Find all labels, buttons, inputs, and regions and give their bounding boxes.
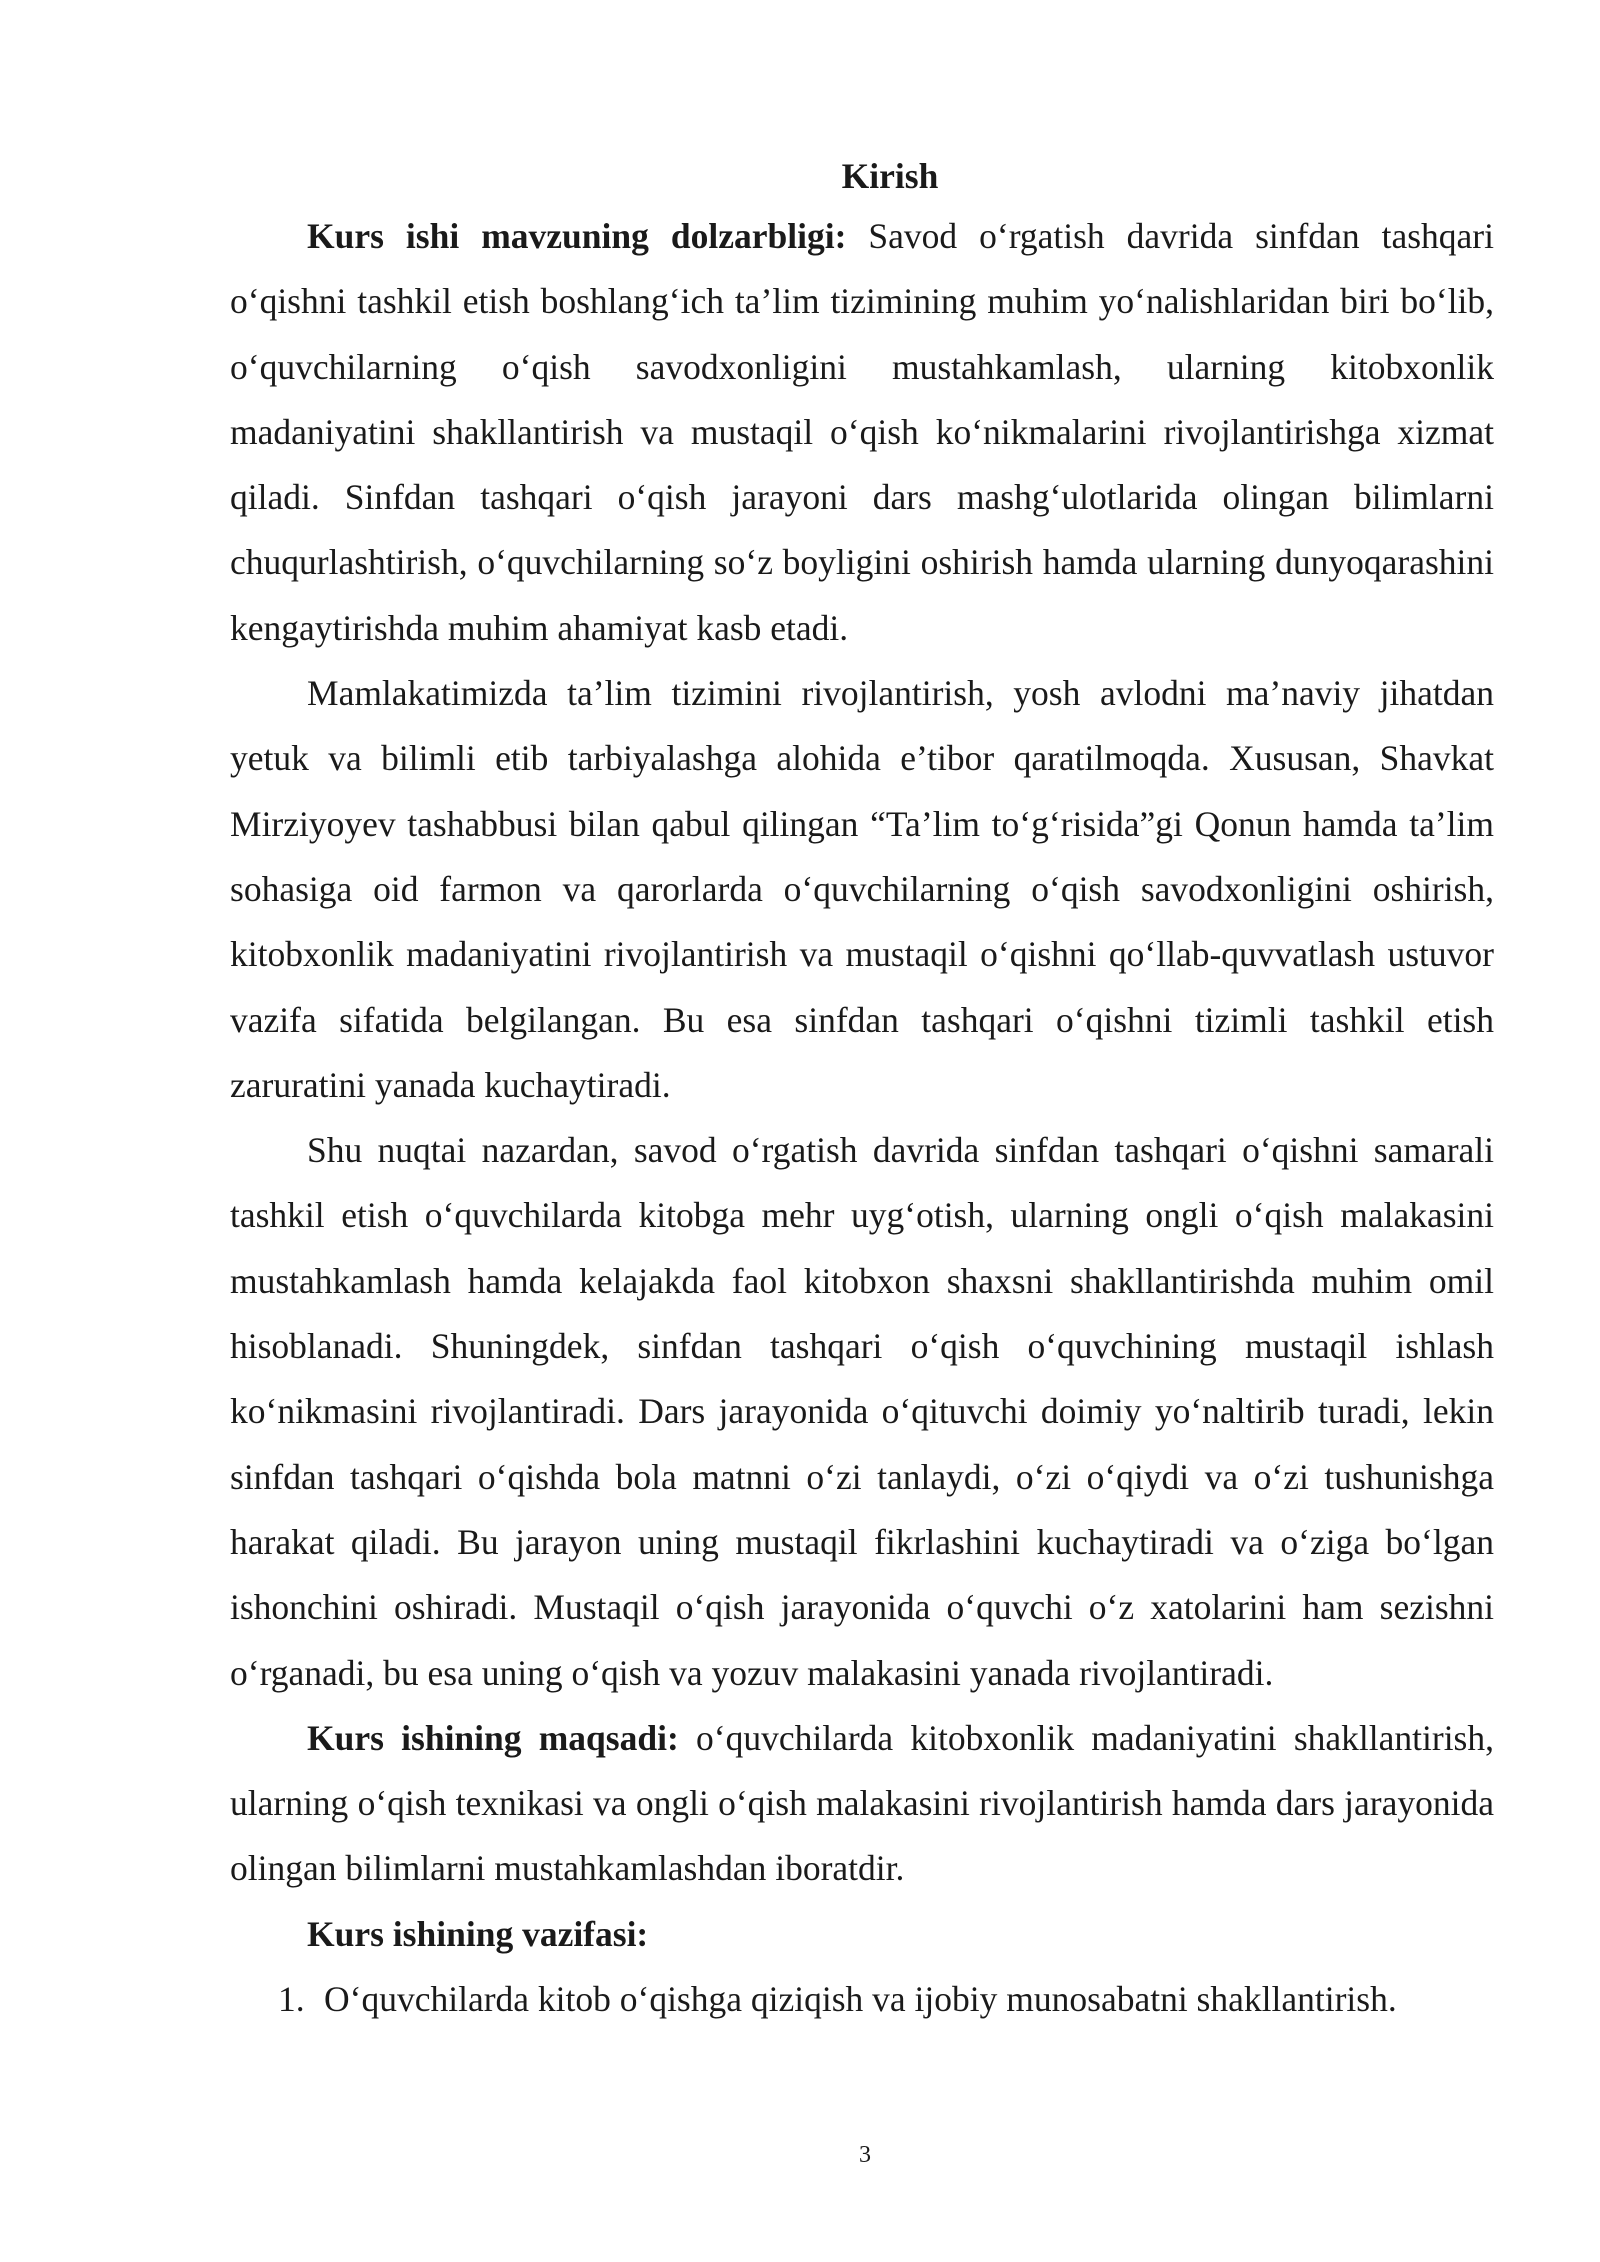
tasks-heading-paragraph bbox=[230, 1902, 1494, 1967]
page-title: Kirish bbox=[841, 156, 939, 196]
goal-heading: Kurs ishining maqsadi: bbox=[307, 1717, 679, 1758]
relevance-heading: Kurs ishi mavzuning dolzarbligi: bbox=[307, 216, 847, 256]
independent-reading-paragraph: Shu nuqtai nazardan, savod o‘rgatish davrida sinfdan tashqari o‘qishni samarali tashkil etish o‘quvchilarda kitobga mehr uyg‘otish, ularning ongli o‘qish malakasini mustahkamlash hamda kelajakda faol kitobxon shaxsni shakllantirishda muhim omil hisoblanadi. Shuningdek, sinfdan tashqari o‘qish o‘quvchining mustaqil ishlash ko‘nikmasini rivojlantiradi. Dars jarayonida o‘qituvchi doimiy yo‘naltirib turadi, lekin sinfdan tashqari o‘qishda bola matnni o‘zi tanlaydi, o‘zi o‘qiydi va o‘zi tushunishga harakat qiladi. Bu jarayon uning mustaqil fikrlashini kuchaytiradi va o‘ziga bo‘lgan ishonchini oshiradi. Mustaqil o‘qish jarayonida o‘quvchi o‘z xatolarini ham sezishni o‘rganadi, bu esa uning o‘qish va yozuv malakasini yanada rivojlantiradi. bbox=[230, 1130, 1494, 1693]
goal-text: o‘quvchilarda kitobxonlik madaniyatini shakllantirish, ularning o‘qish texnikasi va ongli o‘qish malakasini rivojlantirish hamda dars jarayonida olingan bilimlarni mustahkamlashdan iboratdir. bbox=[230, 1717, 1494, 1889]
tasks-heading: Kurs ishining vazifasi: bbox=[307, 1913, 649, 1954]
page-number: 3 bbox=[859, 2142, 871, 2168]
goal-paragraph bbox=[230, 1706, 1494, 1902]
list-item-text: O‘quvchilarda kitob o‘qishga qiziqish va ijobiy munosabatni shakllantirish. bbox=[324, 1979, 1397, 2020]
document-page bbox=[230, 148, 1494, 2032]
list-item bbox=[230, 1967, 1494, 2032]
relevance-text: Savod o‘rgatish davrida sinfdan tashqari o‘qishni tashkil etish boshlang‘ich ta’lim tizimining muhim yo‘nalishlaridan biri bo‘lib, o‘quvchilarning o‘qish savodxonligini mustahkamlash, ularning kitobxonlik madaniyatini shakllantirish va mustaqil o‘qish ko‘nikmalarini rivojlantirishga xizmat qiladi. Sinfdan tashqari o‘qish jarayoni dars mashg‘ulotlarida olingan bilimlarni chuqurlashtirish, o‘quvchilarning so‘z boyligini oshirish hamda ularning dunyoqarashini kengaytirishda muhim ahamiyat kasb etadi. bbox=[230, 216, 1494, 648]
list-item-number: 1. bbox=[278, 1979, 305, 2020]
relevance-paragraph bbox=[230, 204, 1494, 661]
legislation-paragraph: Mamlakatimizda ta’lim tizimini rivojlantirish, yosh avlodni ma’naviy jihatdan yetuk va bilimli etib tarbiyalashga alohida e’tibor qaratilmoqda. Xususan, Shavkat Mirziyoyev tashabbusi bilan qabul qilingan “Ta’lim to‘g‘risida”gi Qonun hamda ta’lim sohasiga oid farmon va qarorlarda o‘quvchilarning o‘qish savodxonligini oshirish, kitobxonlik madaniyatini rivojlantirish va mustaqil o‘qishni qo‘llab-quvvatlash ustuvor vazifa sifatida belgilangan. Bu esa sinfdan tashqari o‘qishni tizimli tashkil etish zaruratini yanada kuchaytiradi. bbox=[230, 673, 1494, 1105]
